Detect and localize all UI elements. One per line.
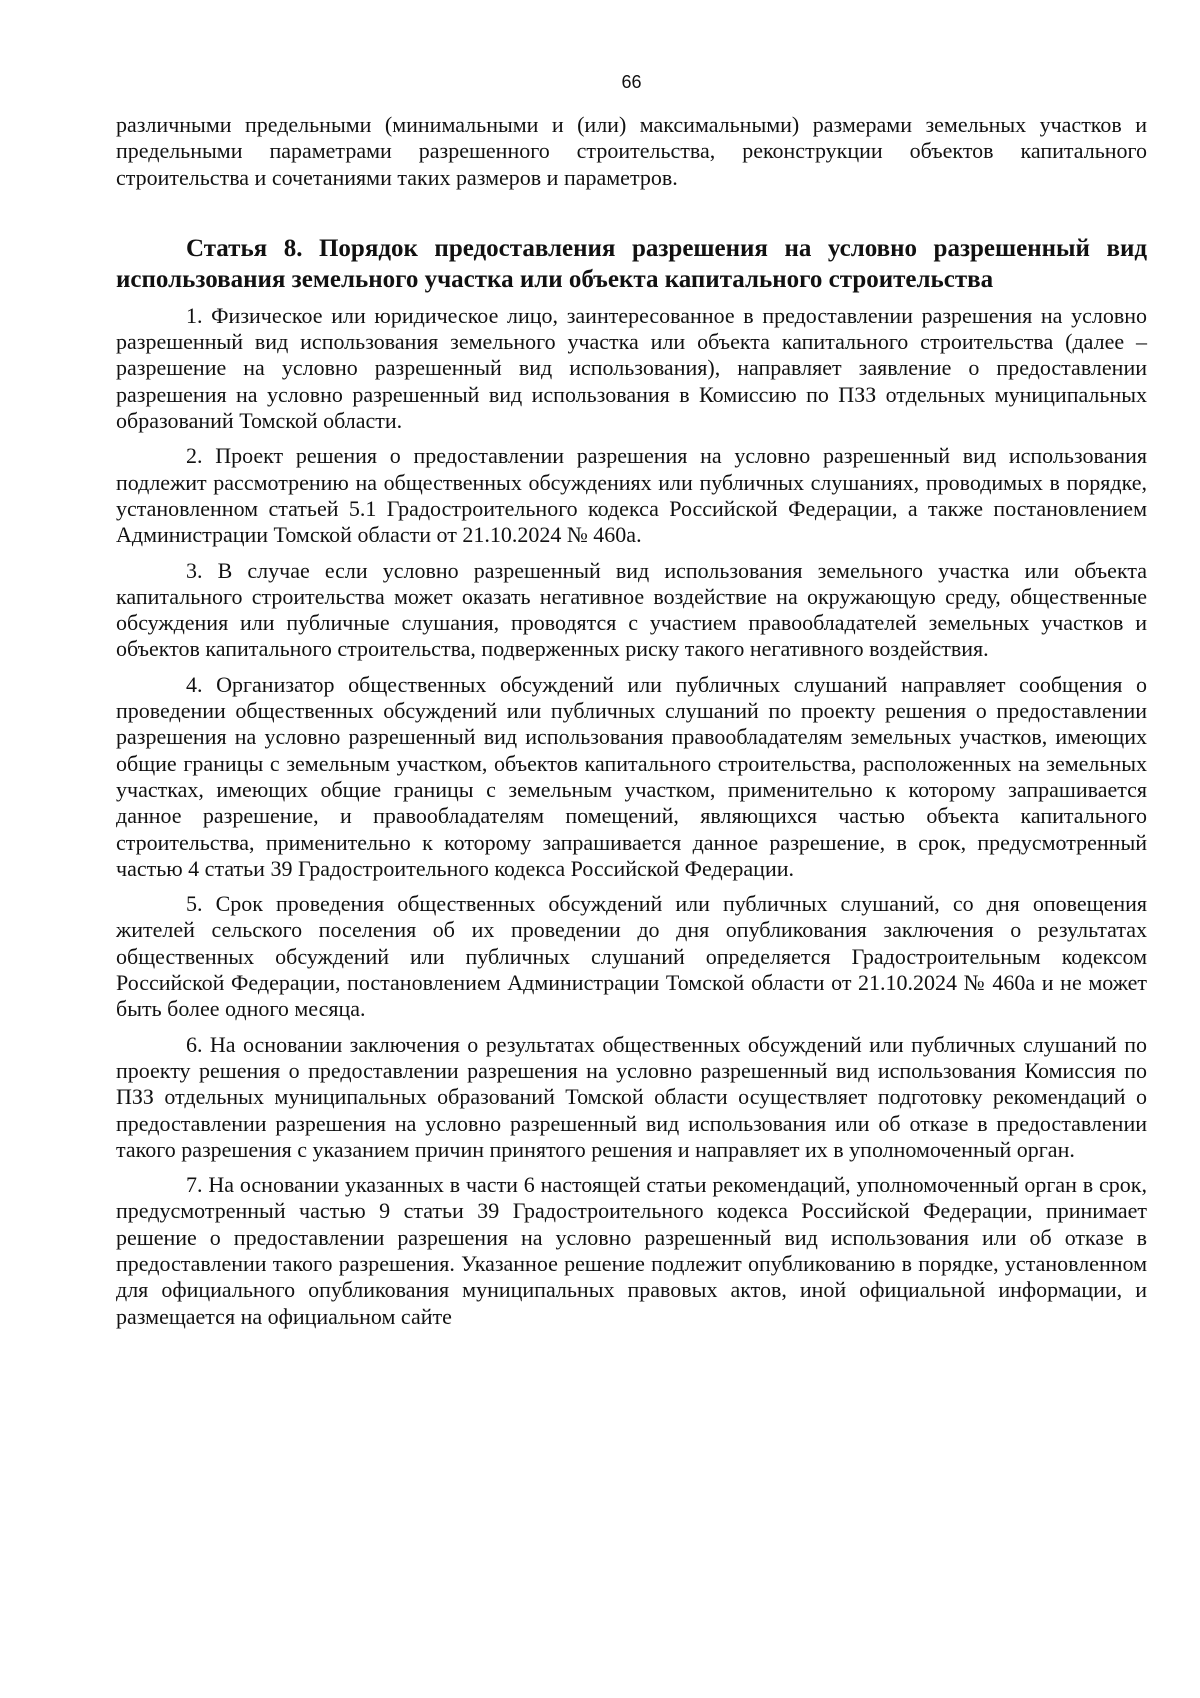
paragraph-2: 2. Проект решения о предоставлении разрешения на условно разрешенный вид использования подлежит рассмотрению на общественных обсуждениях или публичных слушаниях, проводимых в порядке, установленном статьей 5.1 Градостроительного кодекса Российской Федерации, а также постановлением Администрации Томской области от 21.10.2024 № 460а.: [116, 443, 1147, 548]
paragraph-3: 3. В случае если условно разрешенный вид использования земельного участка или объекта капитального строительства может оказать негативное воздействие на окружающую среду, общественные обсуждения или публичные слушания, проводятся с участием правообладателей земельных участков и объектов капитального строительства, подверженных риску такого негативного воздействия.: [116, 557, 1147, 662]
paragraph-1: 1. Физическое или юридическое лицо, заинтересованное в предоставлении разрешения на условно разрешенный вид использования земельного участка или объекта капитального строительства (далее – разрешение на условно разрешенный вид использования), направляет заявление о предоставлении разрешения на условно разрешенный вид использования в Комиссию по ПЗЗ отдельных муниципальных образований Томской области.: [116, 302, 1147, 434]
page-number: 66: [621, 72, 642, 92]
paragraph-6: 6. На основании заключения о результатах общественных обсуждений или публичных слушаний по проекту решения о предоставлении разрешения на условно разрешенный вид использования Комиссия по ПЗЗ отдельных муниципальных образований Томской области осуществляет подготовку рекомендаций о предоставлении разрешения на условно разрешенный вид использования или об отказе в предоставлении такого разрешения с указанием причин принятого решения и направляет их в уполномоченный орган.: [116, 1031, 1147, 1162]
intro-paragraph: различными предельными (минимальными и (или) максимальными) размерами земельных участков и предельными параметрами разрешенного строительства, реконструкции объектов капитального строительства и сочетаниями таких размеров и параметров.: [116, 112, 1147, 190]
article-heading: Статья 8. Порядок предоставления разрешения на условно разрешенный вид использования земельного участка или объекта капитального строительства: [116, 234, 1147, 293]
paragraph-5: 5. Срок проведения общественных обсуждений или публичных слушаний, со дня оповещения жителей сельского поселения об их проведении до дня опубликования заключения о результатах общественных обсуждений или публичных слушаний определяется Градостроительным кодексом Российской Федерации, постановлением Администрации Томской области от 21.10.2024 № 460а и не может быть более одного месяца.: [116, 891, 1147, 1022]
document-page: [116, 70, 1147, 1330]
paragraph-4: 4. Организатор общественных обсуждений или публичных слушаний направляет сообщения о проведении общественных обсуждений или публичных слушаний по проекту решения о предоставлении разрешения на условно разрешенный вид использования правообладателям земельных участков, имеющих общие границы с земельным участком, объектов капитального строительства, расположенных на земельных участках, имеющих общие границы с земельным участком, применительно к которому запрашивается данное разрешение, и правообладателям помещений, являющихся частью объекта капитального строительства, применительно к которому запрашивается данное разрешение, в срок, предусмотренный частью 4 статьи 39 Градостроительного кодекса Российской Федерации.: [116, 671, 1147, 881]
paragraph-7: 7. На основании указанных в части 6 настоящей статьи рекомендаций, уполномоченный орган в срок, предусмотренный частью 9 статьи 39 Градостроительного кодекса Российской Федерации, принимает решение о предоставлении разрешения на условно разрешенный вид использования или об отказе в предоставлении такого разрешения. Указанное решение подлежит опубликованию в порядке, установленном для официального опубликования муниципальных правовых актов, иной официальной информации, и размещается на официальном сайте: [116, 1172, 1147, 1329]
